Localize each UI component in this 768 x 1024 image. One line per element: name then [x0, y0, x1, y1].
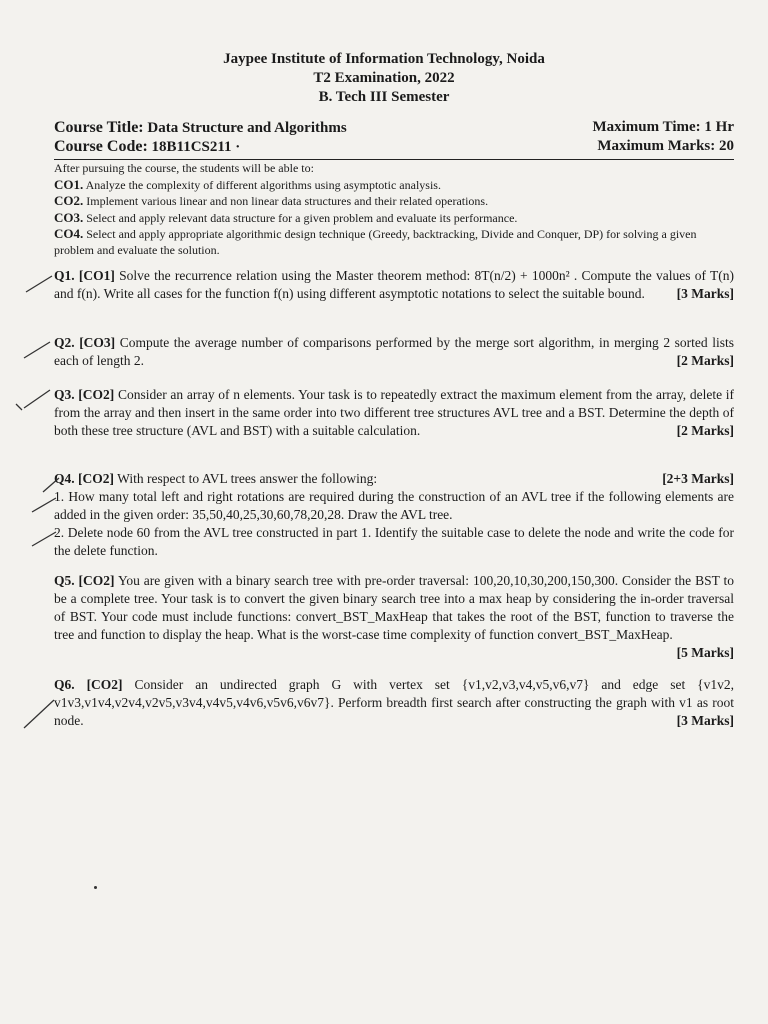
question-marks: [2 Marks] — [676, 423, 734, 438]
question-5 — [54, 572, 734, 662]
tick-mark-icon — [30, 528, 60, 550]
outcome-co4 — [54, 226, 734, 258]
outcome-code: CO2. — [54, 193, 84, 208]
question-marks: [5 Marks] — [676, 645, 734, 660]
outcomes-intro: After pursuing the course, the students will be able to: — [54, 161, 314, 175]
exam-name: T2 Examination, 2022 — [313, 70, 455, 86]
question-text: With respect to AVL trees answer the following: — [117, 471, 378, 486]
question-label: Q1. [CO1] — [54, 268, 115, 283]
question-marks: [3 Marks] — [676, 286, 734, 301]
outcome-code: CO4. — [54, 226, 84, 241]
header-divider — [54, 159, 734, 160]
outcome-co2 — [54, 193, 734, 210]
outcome-code: CO3. — [54, 209, 84, 225]
question-label: Q6. [CO2] — [54, 677, 123, 692]
question-text: Consider an array of n elements. Your task is to repeatedly extract the maximum element from the array, delete if from the array and then insert in the same order into two different tree structures AVL tree and a BST. Determine the depth of both these tree structure (AVL and BST) with a suitable calculation. — [54, 387, 735, 438]
paper-header — [0, 50, 768, 107]
semester-name: B. Tech III Semester — [318, 89, 450, 105]
course-title-value: Data Structure and Algorithms — [147, 120, 347, 136]
institute-name: Jaypee Institute of Information Technology, Noida — [223, 51, 545, 67]
question-label: Q4. [CO2] — [54, 471, 114, 486]
course-title-row — [54, 119, 734, 139]
tick-mark-icon — [30, 494, 60, 516]
question-label: Q2. [CO3] — [54, 335, 116, 350]
course-title-label: Course Title: — [54, 119, 144, 136]
question-1 — [54, 267, 734, 303]
course-code-label: Course Code: — [54, 138, 148, 155]
tick-mark-icon — [22, 338, 52, 362]
tick-mark-icon — [24, 272, 54, 296]
outcome-co3 — [54, 210, 734, 227]
question-marks: [3 Marks] — [676, 713, 734, 728]
question-label: Q3. [CO2] — [54, 387, 115, 402]
question-4 — [54, 470, 734, 560]
question-4-part-1: 1. How many total left and right rotations are required during the construction of an AVL tree if the following elements are added in the given order: 35,50,40,25,30,60,78,20,28. Draw the AVL tree. — [54, 489, 734, 522]
course-code-value: 18B11CS211 · — [151, 139, 241, 155]
outcome-text: Select and apply appropriate algorithmic design technique (Greedy, backtracking, Divide and Conquer, DP) for solving a given problem and evaluate the solution. — [54, 227, 697, 257]
question-text: You are given with a binary search tree with pre-order traversal: 100,20,10,30,200,150,300. Consider the BST to be a complete tree. Your task is to convert the given binary search tree into a max heap by considering the in-order traversal of BST. Your code must include functions: convert_BST_MaxHeap that takes the root of the BST, function to traverse the tree and function to display the heap. What is the worst-case time complexity of function convert_BST_MaxHeap. — [54, 573, 734, 642]
max-time: Maximum Time: 1 Hr — [592, 119, 734, 135]
question-marks: [2 Marks] — [676, 353, 734, 368]
outcome-text: Analyze the complexity of different algorithms using asymptotic analysis. — [85, 177, 441, 192]
outcome-text: Select and apply relevant data structure for a given problem and evaluate its performance. — [86, 210, 518, 225]
question-3 — [54, 386, 734, 440]
question-text: Solve the recurrence relation using the Master theorem method: 8T(n/2) + 1000n² . Compute the values of T(n) and f(n). Write all cases for the function f(n) using different asymptotic notations to select the suitable bound. — [54, 268, 734, 301]
outcome-code: CO1. — [54, 176, 84, 192]
question-label: Q5. [CO2] — [54, 573, 115, 588]
question-6 — [54, 676, 734, 730]
max-marks: Maximum Marks: 20 — [597, 138, 734, 154]
question-text: Consider an undirected graph G with vertex set {v1,v2,v3,v4,v5,v6,v7} and edge set {v1v2, v1v3,v1v4,v2v4,v2v5,v3v4,v4v5,v4v6,v5v6,v6v7}. Perform breadth first search after constructing the graph with v1 as root node. — [54, 677, 735, 728]
course-outcomes — [54, 161, 734, 258]
outcome-text: Implement various linear and non linear data structures and their related operations. — [86, 194, 489, 208]
question-text: Compute the average number of comparisons performed by the merge sort algorithm, in merging 2 sorted lists each of length 2. — [54, 335, 734, 368]
question-4-part-2: 2. Delete node 60 from the AVL tree constructed in part 1. Identify the suitable case to delete the node and write the code for the delete function. — [54, 525, 734, 558]
question-marks: [2+3 Marks] — [662, 471, 734, 486]
tick-mark-icon — [40, 474, 62, 496]
outcome-co1 — [54, 177, 734, 194]
course-code-row — [54, 138, 734, 158]
tick-mark-icon — [14, 386, 54, 414]
question-2 — [54, 334, 734, 370]
ink-dot — [94, 886, 97, 889]
tick-mark-icon — [22, 696, 58, 732]
